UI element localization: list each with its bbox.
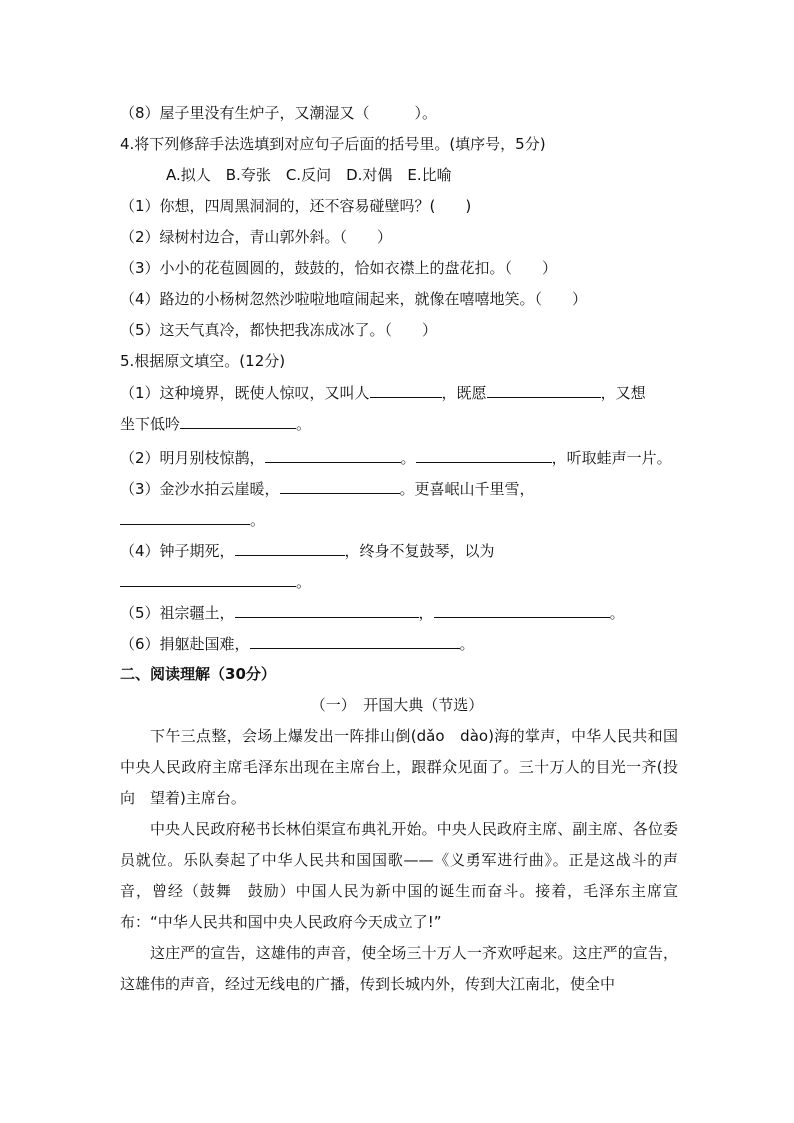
fill-blank[interactable] [416,447,552,463]
fill-blank[interactable] [180,413,296,429]
fill-blank[interactable] [280,478,400,494]
passage-paragraph-1: 下午三点整，会场上爆发出一阵排山倒(dǎo dào)海的掌声，中华人民共和国中央人民政府主席毛泽东出现在主席台上，跟群众见面了。三十万人的目光一齐(投向 望着)主席台。 [120,727,678,807]
passage-paragraph-3: 这庄严的宣告，这雄伟的声音，使全场三十万人一齐欢呼起来。这庄严的宣告，这雄伟的声音，经过无线电的广播，传到长城内外，传到大江南北，使全中 [120,944,678,993]
q5-item-2: （2）明月别枝惊鹊， 。 ，听取蛙声一片。 [120,449,672,467]
passage-paragraph-2: 中央人民政府秘书长林伯渠宣布典礼开始。中央人民政府主席、副主席、各位委员就位。乐队奏起了中华人民共和国国歌——《义勇军进行曲》。正是这战斗的声音，曾经（鼓舞 鼓励）中国人民为新中国的诞生而奋斗。接着，毛泽东主席宣布：“中华人民共和国中央人民政府今天成立了!” [120,820,678,931]
fill-blank[interactable] [235,540,345,556]
q5-item-1: （1）这种境界，既使人惊叹，又叫人 ，既愿 ，又想 [120,384,646,402]
fill-blank[interactable] [120,571,296,587]
q4-item-5: （5）这天气真冷，都快把我冻成冰了。（ ） [120,321,438,339]
q4-item-2: （2）绿树村边合，青山郭外斜。（ ） [120,228,393,246]
q4-title: 4.将下列修辞手法选填到对应句子后面的括号里。(填序号，5分) [120,135,546,153]
q4-options: A.拟人 B.夸张 C.反问 D.对偶 E.比喻 [166,166,452,184]
q5-item-6: （6）捐躯赴国难， 。 [120,635,475,653]
q4-item-3: （3）小小的花苞圆圆的，鼓鼓的，恰如衣襟上的盘花扣。（ ） [120,259,558,277]
fill-blank[interactable] [235,602,419,618]
fill-blank[interactable] [434,602,610,618]
q5-item-3-cont: 。 [120,509,265,530]
q3-item-8: （8）屋子里没有生炉子，又潮湿又（ ）。 [120,104,438,122]
fill-blank[interactable] [370,382,442,398]
fill-blank[interactable] [250,633,460,649]
q4-item-1: （1）你想，四周黑洞洞的，还不容易碰壁吗？( ) [120,197,472,215]
section-2-title: 二、阅读理解（30分） [120,665,276,683]
fill-blank[interactable] [487,382,601,398]
fill-blank[interactable] [265,447,401,463]
q5-item-3: （3）金沙水拍云崖暖， 。更喜岷山千里雪， [120,480,535,498]
q5-item-4-cont: 。 [120,571,311,592]
q5-title: 5.根据原文填空。(12分) [120,352,286,370]
q5-item-1-cont: 坐下低吟 。 [120,415,312,433]
fill-blank[interactable] [120,509,250,525]
passage-title: （一） 开国大典（节选） [310,696,484,714]
q5-item-5: （5）祖宗疆土， ， 。 [120,604,625,622]
q5-item-4: （4）钟子期死， ，终身不复鼓琴，以为 [120,542,495,560]
q4-item-4: （4）路边的小杨树忽然沙啦啦地喧闹起来，就像在嘻嘻地笑。（ ） [120,290,588,308]
